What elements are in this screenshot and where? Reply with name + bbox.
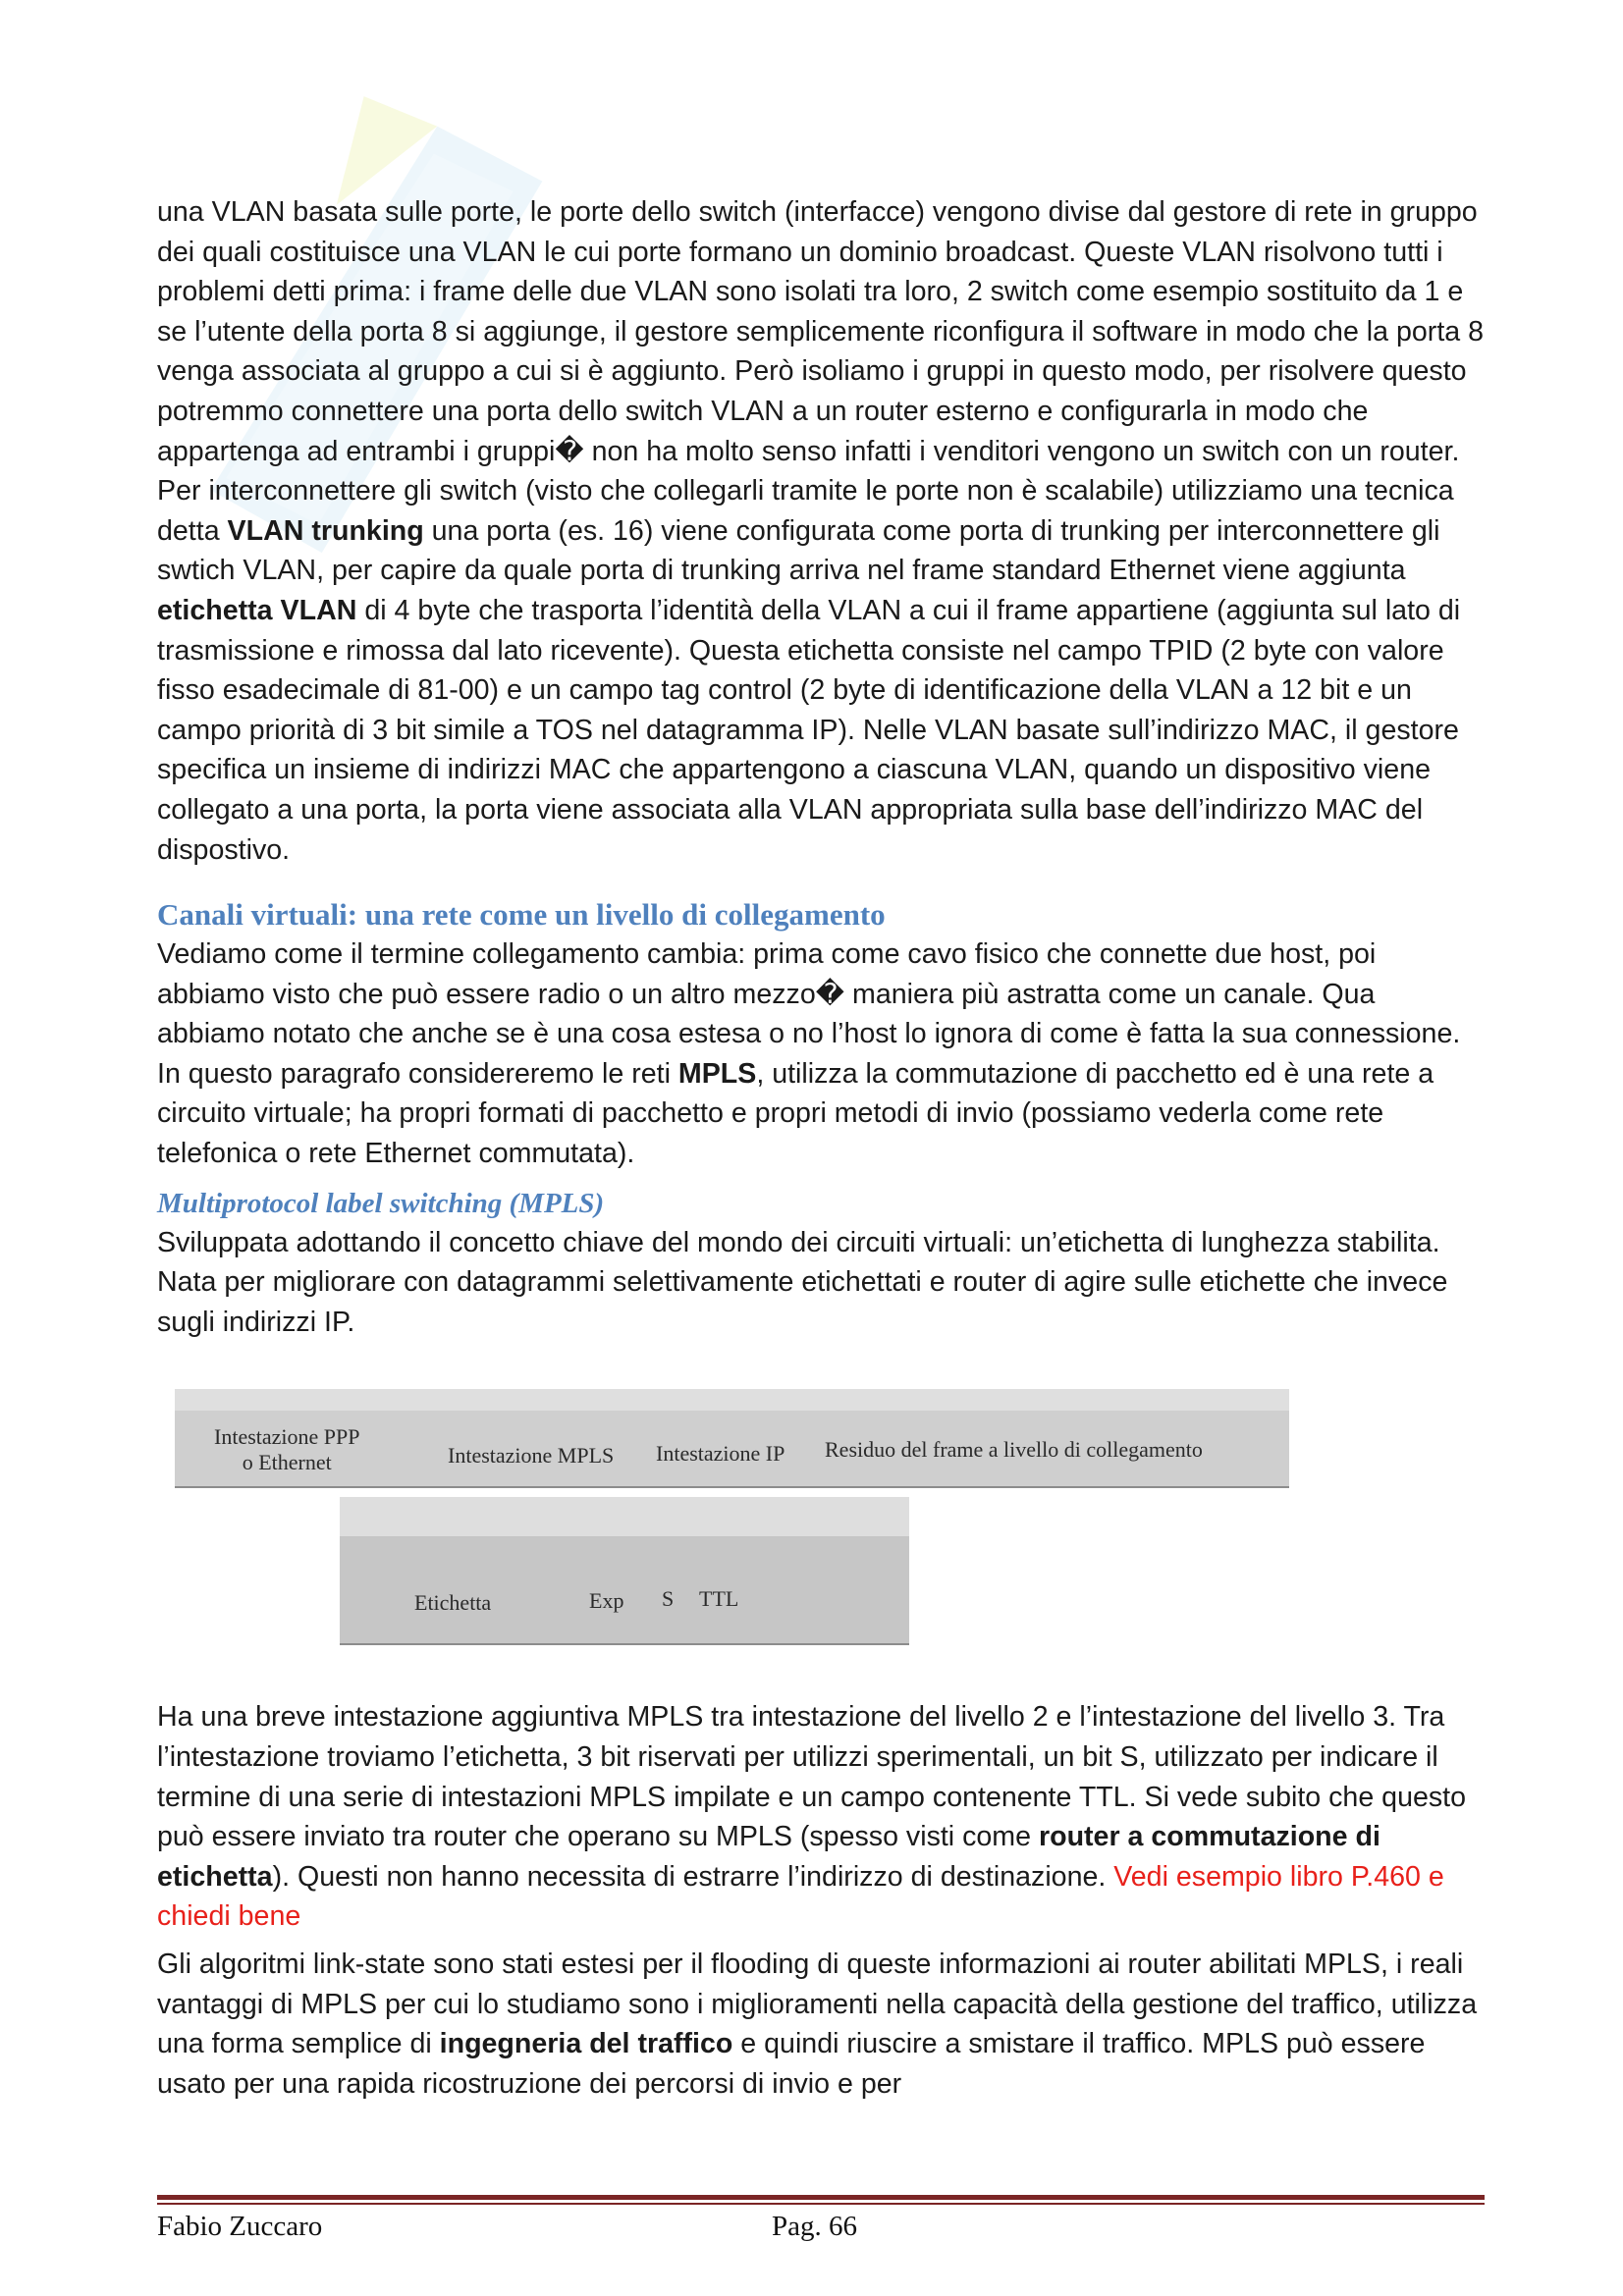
heading-mpls: Multiprotocol label switching (MPLS) bbox=[157, 1187, 605, 1219]
bold-term-vlan-trunking: VLAN trunking bbox=[227, 514, 424, 547]
label-exp: Exp bbox=[589, 1588, 624, 1614]
text-run: e quindi riuscire a smistare il traffico. MPLS può essere usato per una rapida ricostruzione dei percorsi di invio e per bbox=[157, 2028, 1426, 2100]
bold-term-mpls: MPLS bbox=[677, 1057, 757, 1090]
footer-page-number: Pag. 66 bbox=[772, 2211, 857, 2242]
bold-term-router-commutazione: router a commutazione di etichetta bbox=[157, 1821, 1380, 1893]
label-s: S bbox=[662, 1586, 675, 1612]
text-run: Vediamo come il termine collegamento cambia: prima come cavo fisico che connette due host, poi abbiamo visto che può essere radio o un altro mezzo� maniera più astratta come un canale. Qua abbiamo notato che anche se è una cosa estesa o no l’host lo ignora di come è fatta la sua connessione. In questo paragrafo considereremo le reti bbox=[157, 938, 1461, 1090]
label-intestazione-ip: Intestazione IP bbox=[656, 1441, 785, 1467]
document-body bbox=[157, 192, 1485, 2104]
paragraph-mpls-intro: Sviluppata adottando il concetto chiave del mondo dei circuiti virtuali: un’etichetta di lunghezza stabilita. Nata per migliorare con datagrammi selettivamente etichettati e router di agire sulle etichette che invece sugli indirizzi IP. bbox=[157, 1226, 1448, 1338]
footer-rule-thick bbox=[157, 2195, 1485, 2200]
paragraph-mpls-header bbox=[157, 1697, 1485, 1937]
text-run: una VLAN basata sulle porte, le porte dello switch (interfacce) vengono divise dal gestore di rete in gruppo dei quali costituisce una VLAN le cui porte formano un dominio broadcast. Queste VLAN risolvono tutti i problemi detti prima: i frame delle due VLAN sono isolati tra loro, 2 switch come esempio sostituito da 1 e se l’utente della porta 8 si aggiunge, il gestore semplicemente riconfigura il software in modo che la porta 8 venga associata al gruppo a cui si è aggiunto. Però isoliamo i gruppi in questo modo, per risolvere questo potremmo connettere una porta dello switch VLAN a un router esterno e configurarla in modo che appartenga ad entrambi i gruppi� non ha molto senso infatti i venditori vengono un switch con un router. Per interconnettere gli switch (visto che collegarli tramite le porte non è scalabile) utilizziamo una tecnica detta bbox=[157, 196, 1485, 547]
bold-term-etichetta-vlan: etichetta VLAN bbox=[157, 594, 357, 626]
label-ttl: TTL bbox=[699, 1586, 739, 1612]
text-run: ). Questi non hanno necessita di estrarre l’indirizzo di destinazione. bbox=[272, 1860, 1114, 1893]
text-run: , utilizza la commutazione di pacchetto ed è una rete a circuito virtuale; ha propri formati di pacchetto e propri metodi di invio (possiamo vederla come rete telefonica o rete Ethernet commutata). bbox=[157, 1057, 1434, 1170]
footer-author: Fabio Zuccaro bbox=[157, 2211, 323, 2242]
paragraph-canali bbox=[157, 934, 1485, 1174]
text-run: Ha una breve intestazione aggiuntiva MPLS tra intestazione del livello 2 e l’intestazione del livello 3. Tra l’intestazione troviamo l’etichetta, 3 bit riservati per utilizzi sperimentali, un bit S, utilizzato per indicare il termine di una serie di intestazioni MPLS impilate e un campo contenente TTL. Si vede subito che questo può essere inviato tra router che operano su MPLS (spesso visti come bbox=[157, 1701, 1467, 1853]
label-intestazione-mpls: Intestazione MPLS bbox=[448, 1443, 615, 1468]
text-run: Gli algoritmi link-state sono stati estesi per il flooding di queste informazioni ai router abilitati MPLS, i reali vantaggi di MPLS per cui lo studiamo sono i miglioramenti nella capacità della gestione del traffico, utilizza una forma semplice di bbox=[157, 1949, 1478, 2060]
mpls-header-figure bbox=[157, 1371, 1304, 1656]
red-note: Vedi esempio libro P.460 e chiedi bene bbox=[157, 1860, 1444, 1933]
footer-rule-thin bbox=[157, 2203, 1485, 2205]
label-etichetta: Etichetta bbox=[414, 1590, 492, 1616]
label-ppp-line1: Intestazione PPP bbox=[214, 1424, 360, 1450]
text-run: di 4 byte che trasporta l’identità della VLAN a cui il frame appartiene (aggiunta sul lato di trasmissione e rimossa dal lato ricevente). Questa etichetta consiste nel campo TPID (2 byte con valore fisso esadecimale di 81-00) e un campo tag control (2 byte di identificazione della VLAN a 12 bit e un campo priorità di 3 bit simile a TOS nel datagramma IP). Nelle VLAN basate sull’indirizzo MAC, il gestore specifica un insieme di indirizzi MAC che appartengono a ciascuna VLAN, quando un dispositivo viene collegato a una porta, la porta viene associata alla VLAN appropriata sulla base dell’indirizzo MAC del dispostivo. bbox=[157, 594, 1461, 866]
paragraph-link-state bbox=[157, 1945, 1485, 2104]
label-ppp bbox=[214, 1424, 360, 1475]
paragraph-vlan bbox=[157, 192, 1485, 870]
label-ppp-line2: o Ethernet bbox=[242, 1450, 332, 1475]
label-residuo: Residuo del frame a livello di collegamento bbox=[825, 1437, 1203, 1463]
heading-canali-virtuali: Canali virtuali: una rete come un livello di collegamento bbox=[157, 897, 886, 933]
bold-term-ingegneria-traffico: ingegneria del traffico bbox=[439, 2028, 733, 2060]
text-run: una porta (es. 16) viene configurata come porta di trunking per interconnettere gli swtich VLAN, per capire da quale porta di trunking arriva nel frame standard Ethernet viene aggiunta bbox=[157, 514, 1440, 587]
